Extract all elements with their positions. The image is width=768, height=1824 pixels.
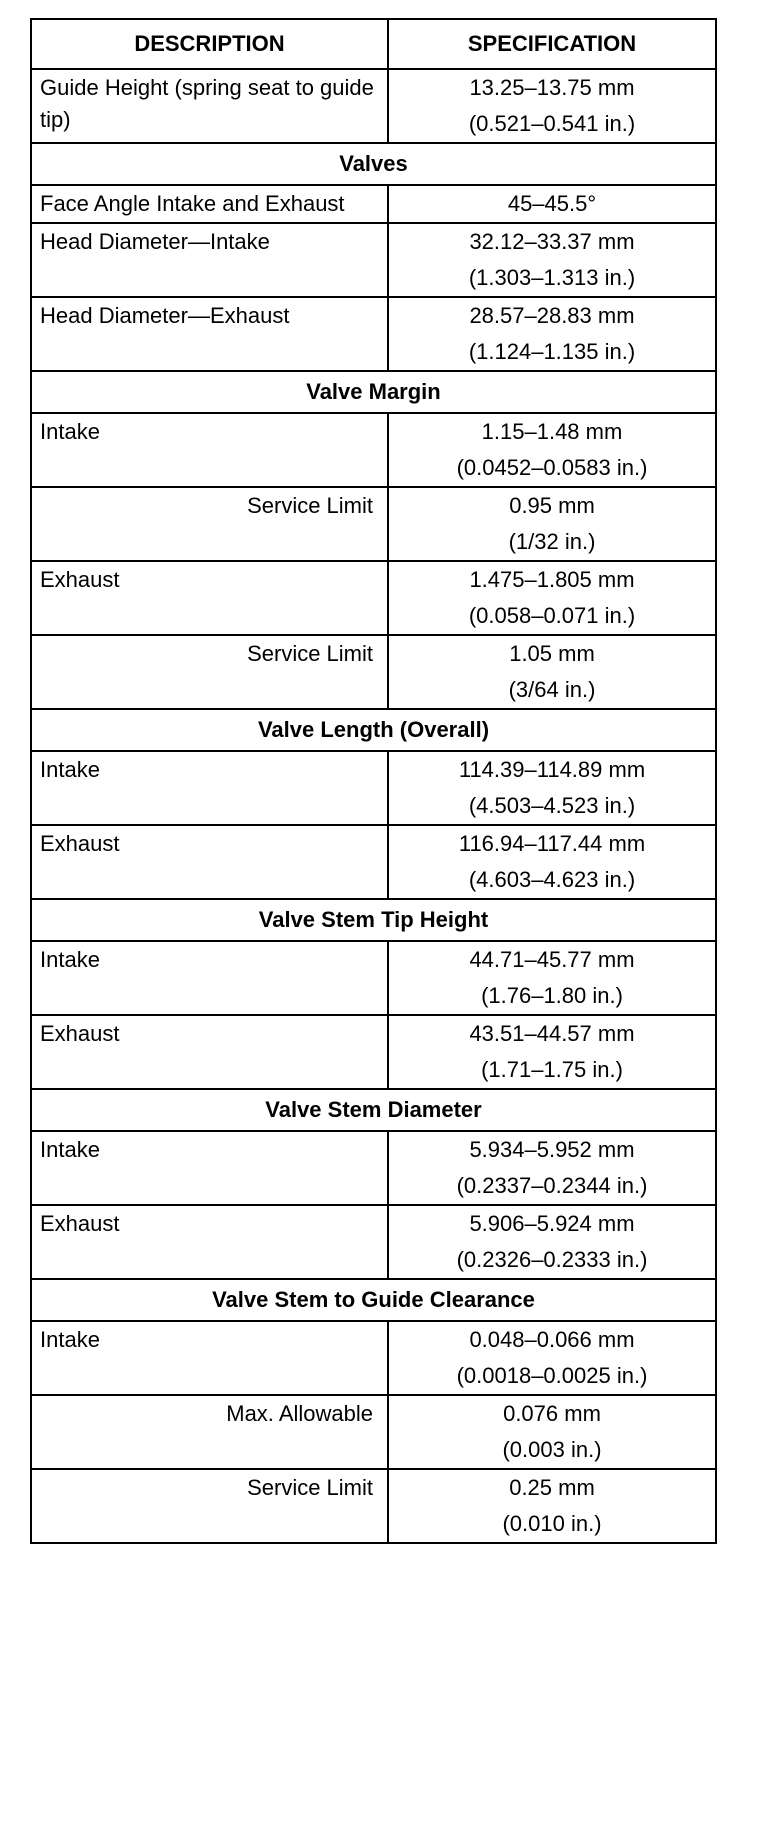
row-specification [388, 297, 716, 371]
row-description: Exhaust [31, 1205, 388, 1279]
row-description: Face Angle Intake and Exhaust [31, 185, 388, 223]
row-description: Head Diameter—Exhaust [31, 297, 388, 371]
table-row [31, 941, 716, 1015]
spec-imperial: (3/64 in.) [508, 677, 596, 702]
spec-imperial: (0.058–0.071 in.) [468, 603, 636, 628]
section-heading: Valve Stem to Guide Clearance [31, 1279, 716, 1321]
table-row [31, 1395, 716, 1469]
section-heading: Valve Stem Diameter [31, 1089, 716, 1131]
section-row [31, 1089, 716, 1131]
section-row [31, 1279, 716, 1321]
spec-metric: 5.906–5.924 mm [469, 1211, 635, 1236]
spec-metric: 1.05 mm [509, 641, 595, 666]
table-row [31, 825, 716, 899]
row-description: Intake [31, 1131, 388, 1205]
spec-metric: 1.475–1.805 mm [469, 567, 635, 592]
spec-imperial: (1.76–1.80 in.) [481, 983, 623, 1008]
row-specification [388, 825, 716, 899]
spec-metric: 32.12–33.37 mm [469, 229, 635, 254]
spec-value: 45–45.5° [507, 191, 597, 216]
row-description: Exhaust [31, 1015, 388, 1089]
spec-imperial: (0.003 in.) [502, 1437, 602, 1462]
table-row [31, 751, 716, 825]
row-description: Service Limit [31, 635, 388, 709]
spec-imperial: (1.71–1.75 in.) [481, 1057, 623, 1082]
row-specification [388, 635, 716, 709]
row-description: Intake [31, 751, 388, 825]
table-row [31, 1205, 716, 1279]
row-description: Intake [31, 413, 388, 487]
row-specification [388, 223, 716, 297]
spec-imperial: (0.010 in.) [502, 1511, 602, 1536]
table-row [31, 185, 716, 223]
row-description: Max. Allowable [31, 1395, 388, 1469]
table-row [31, 487, 716, 561]
row-specification [388, 69, 716, 143]
specification-header: SPECIFICATION [388, 19, 716, 69]
row-description: Intake [31, 1321, 388, 1395]
row-description: Service Limit [31, 1469, 388, 1543]
table-row [31, 69, 716, 143]
description-header: DESCRIPTION [31, 19, 388, 69]
spec-imperial: (4.503–4.523 in.) [468, 793, 636, 818]
spec-metric: 0.95 mm [509, 493, 595, 518]
spec-metric: 43.51–44.57 mm [469, 1021, 635, 1046]
row-description: Intake [31, 941, 388, 1015]
spec-metric: 1.15–1.48 mm [481, 419, 623, 444]
row-description: Service Limit [31, 487, 388, 561]
section-row [31, 709, 716, 751]
spec-metric: 13.25–13.75 mm [469, 75, 635, 100]
row-specification [388, 1395, 716, 1469]
section-heading: Valve Margin [31, 371, 716, 413]
spec-metric: 116.94–117.44 mm [458, 831, 646, 856]
table-header-row [31, 19, 716, 69]
row-description: Head Diameter—Intake [31, 223, 388, 297]
specification-table [30, 18, 717, 1544]
spec-imperial: (1/32 in.) [508, 529, 596, 554]
row-specification [388, 941, 716, 1015]
row-description: Guide Height (spring seat to guide tip) [31, 69, 388, 143]
section-heading: Valves [31, 143, 716, 185]
section-row [31, 899, 716, 941]
row-specification [388, 1321, 716, 1395]
spec-metric: 0.048–0.066 mm [469, 1327, 635, 1352]
spec-imperial: (1.303–1.313 in.) [468, 265, 636, 290]
section-heading: Valve Stem Tip Height [31, 899, 716, 941]
spec-imperial: (0.2337–0.2344 in.) [456, 1173, 648, 1198]
row-specification [388, 751, 716, 825]
spec-imperial: (4.603–4.623 in.) [468, 867, 636, 892]
row-specification [388, 413, 716, 487]
spec-imperial: (0.0452–0.0583 in.) [456, 455, 648, 480]
row-specification [388, 561, 716, 635]
table-row [31, 1015, 716, 1089]
spec-metric: 5.934–5.952 mm [469, 1137, 635, 1162]
row-specification [388, 1015, 716, 1089]
table-row [31, 1469, 716, 1543]
row-description: Exhaust [31, 561, 388, 635]
row-specification [388, 1205, 716, 1279]
section-row [31, 371, 716, 413]
spec-imperial: (0.0018–0.0025 in.) [456, 1363, 648, 1388]
table-row [31, 223, 716, 297]
spec-metric: 0.25 mm [509, 1475, 595, 1500]
row-description: Exhaust [31, 825, 388, 899]
spec-metric: 44.71–45.77 mm [469, 947, 635, 972]
table-row [31, 1321, 716, 1395]
section-heading: Valve Length (Overall) [31, 709, 716, 751]
row-specification [388, 487, 716, 561]
spec-metric: 114.39–114.89 mm [458, 757, 646, 782]
table-row [31, 297, 716, 371]
row-specification [388, 1131, 716, 1205]
table-row [31, 635, 716, 709]
table-row [31, 1131, 716, 1205]
row-specification [388, 185, 716, 223]
table-row [31, 413, 716, 487]
row-specification [388, 1469, 716, 1543]
spec-metric: 28.57–28.83 mm [469, 303, 635, 328]
spec-imperial: (0.521–0.541 in.) [468, 111, 636, 136]
spec-metric: 0.076 mm [503, 1401, 601, 1426]
section-row [31, 143, 716, 185]
spec-imperial: (0.2326–0.2333 in.) [456, 1247, 648, 1272]
spec-imperial: (1.124–1.135 in.) [468, 339, 636, 364]
table-row [31, 561, 716, 635]
